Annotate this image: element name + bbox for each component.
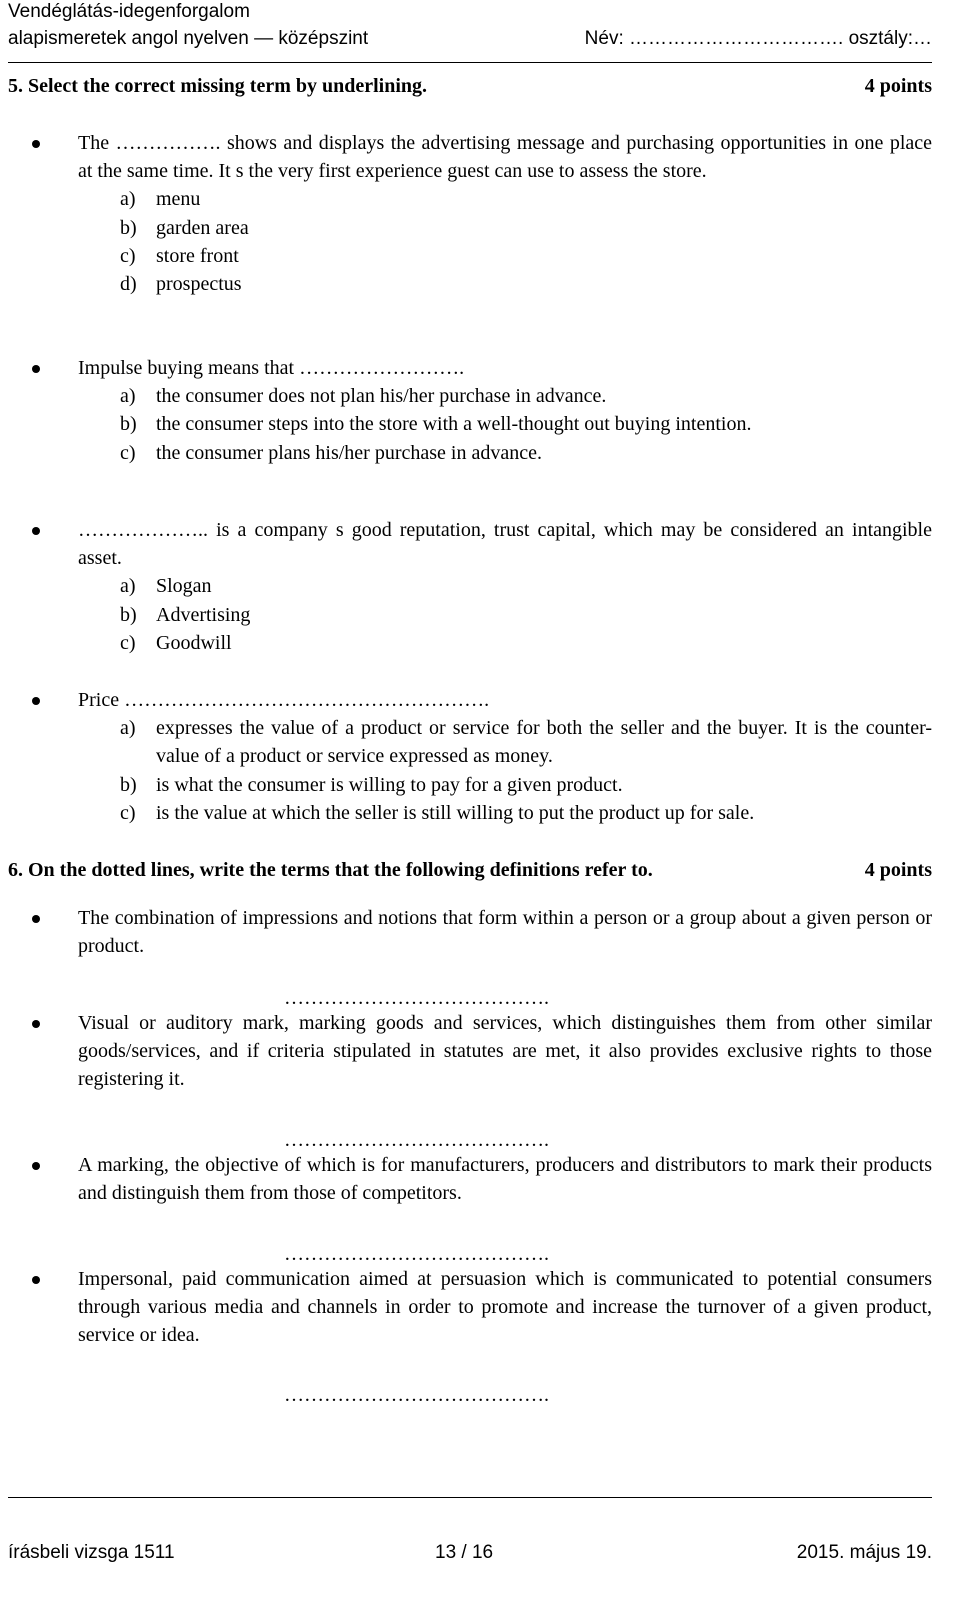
name-class-field: Név: ……………………………. osztály:…: [584, 28, 932, 49]
question-stem: The ……………. shows and displays the advertising message and purchasing opportunities in one place at the same time. It s the very first experience guest can use to assess the store.: [78, 132, 932, 183]
answer-option-c[interactable]: c) is the value at which the seller is still willing to put the product up for sale.: [120, 801, 755, 824]
answer-blank[interactable]: ………………………………….: [284, 1129, 549, 1151]
exam-code: írásbeli vizsga 1511: [8, 1542, 175, 1563]
bullet-icon: [32, 1162, 40, 1170]
answer-blank[interactable]: ………………………………….: [284, 1384, 549, 1406]
exam-date: 2015. május 19.: [796, 1542, 932, 1563]
answer-option-a[interactable]: a) Slogan: [120, 575, 212, 598]
subject-level: alapismeretek angol nyelven — középszint: [8, 28, 369, 49]
bullet-icon: [32, 140, 40, 148]
answer-option-c[interactable]: c) store front: [120, 244, 239, 267]
question-stem: ……………….. is a company s good reputation, trust capital, which may be considered an intangible asset.: [78, 519, 932, 570]
subject-title: Vendéglátás-idegenforgalom: [8, 1, 250, 22]
section-5-title: 5. Select the correct missing term by underlining.: [8, 75, 428, 97]
page-number: 13 / 16: [435, 1542, 494, 1563]
answer-blank[interactable]: ………………………………….: [284, 987, 549, 1009]
bullet-icon: [32, 1020, 40, 1028]
answer-option-b[interactable]: b) the consumer steps into the store with a well-thought out buying intention.: [120, 413, 752, 436]
answer-option-c[interactable]: c) the consumer plans his/her purchase in advance.: [120, 441, 542, 464]
question-stem: Impulse buying means that …………………….: [78, 357, 465, 379]
section-6-title: 6. On the dotted lines, write the terms that the following definitions refer to.: [8, 859, 653, 881]
question-stem: Price ……………………………………………….: [78, 689, 490, 711]
bullet-icon: [32, 1276, 40, 1284]
answer-option-d[interactable]: d) prospectus: [120, 273, 242, 296]
exam-page: [8, 0, 932, 1617]
answer-option-a[interactable]: a) expresses the value of a product or service for both the seller and the buyer. It is the counter-value of a product or service expressed as money.: [120, 717, 932, 768]
definition-text: Impersonal, paid communication aimed at persuasion which is communicated to potential consumers through various media and channels in order to promote and increase the turnover of a given product, service or idea.: [78, 1268, 932, 1347]
bullet-icon: [32, 697, 40, 705]
answer-option-c[interactable]: c) Goodwill: [120, 631, 232, 654]
answer-option-a[interactable]: a) menu: [120, 188, 201, 211]
answer-option-b[interactable]: b) garden area: [120, 216, 249, 239]
footer-divider: [8, 1497, 932, 1498]
definition-text: The combination of impressions and notions that form within a person or a group about a given person or product.: [78, 907, 932, 958]
definition-text: Visual or auditory mark, marking goods and services, which distinguishes them from other similar goods/services, and if criteria stipulated in statutes are met, it also provides exclusive rights to those registering it.: [78, 1012, 932, 1091]
section-6-points: 4 points: [864, 859, 932, 881]
header-divider: [8, 62, 932, 63]
answer-option-b[interactable]: b) Advertising: [120, 603, 251, 626]
answer-option-b[interactable]: b) is what the consumer is willing to pay for a given product.: [120, 773, 623, 796]
bullet-icon: [32, 365, 40, 373]
answer-option-a[interactable]: a) the consumer does not plan his/her purchase in advance.: [120, 385, 607, 408]
bullet-icon: [32, 915, 40, 923]
section-5-points: 4 points: [864, 75, 932, 97]
definition-text: A marking, the objective of which is for manufacturers, producers and distributors to mark their products and distinguish them from those of competitors.: [78, 1154, 932, 1205]
bullet-icon: [32, 527, 40, 535]
answer-blank[interactable]: ………………………………….: [284, 1243, 549, 1265]
